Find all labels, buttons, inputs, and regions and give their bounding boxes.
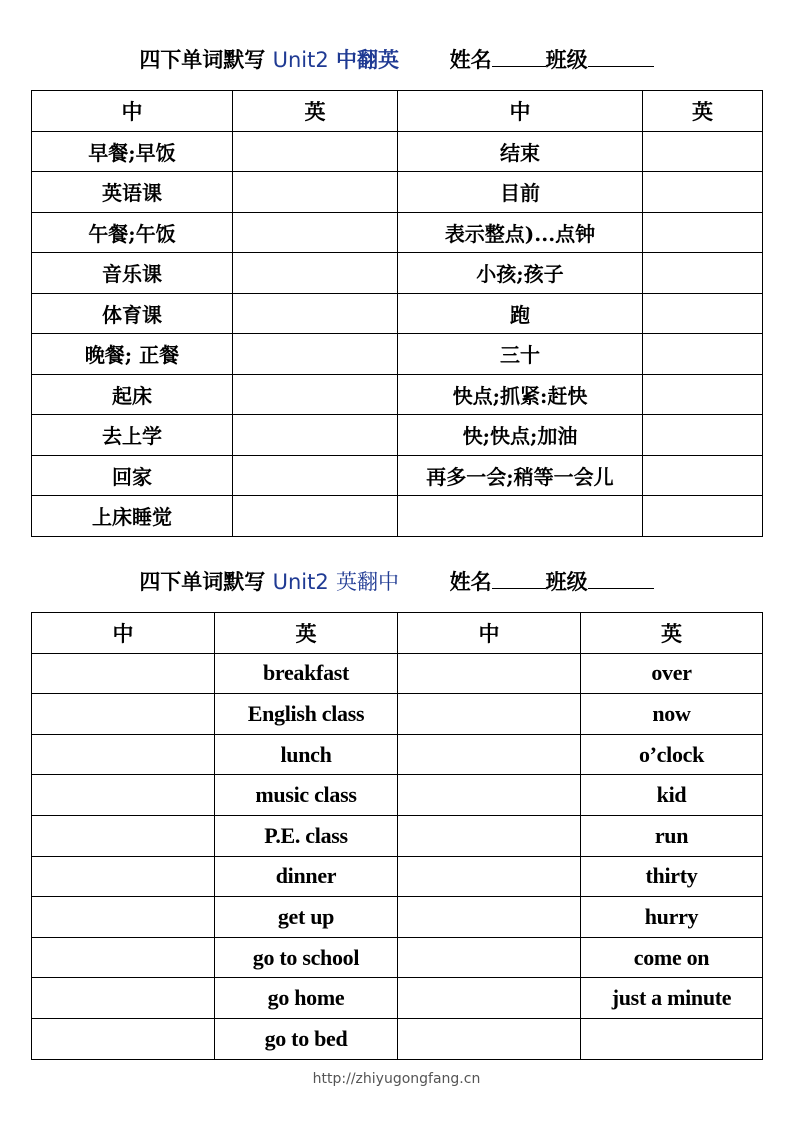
prompt-cell: 三十 [398, 334, 643, 375]
prompt-cell: 小孩;孩子 [398, 253, 643, 294]
prompt-cell: 回家 [32, 455, 233, 496]
answer-cell[interactable] [398, 897, 581, 938]
prompt-cell: music class [215, 775, 398, 816]
table-row [32, 253, 763, 294]
prompt-cell: 快;快点;加油 [398, 415, 643, 456]
answer-cell[interactable] [643, 293, 763, 334]
section1-title-mode: 中翻英 [336, 48, 400, 72]
answer-cell[interactable] [32, 734, 215, 775]
section1-table [31, 90, 763, 537]
answer-cell[interactable] [643, 496, 763, 537]
header-cell: 中 [32, 613, 215, 654]
table-row [32, 815, 763, 856]
section1-name-blank [492, 62, 546, 67]
prompt-cell: 音乐课 [32, 253, 233, 294]
prompt-cell [398, 496, 643, 537]
header-cell: 英 [643, 91, 763, 132]
answer-cell[interactable] [233, 415, 398, 456]
header-cell: 中 [32, 91, 233, 132]
section2-class-label: 班级 [545, 570, 588, 594]
prompt-cell: 上床睡觉 [32, 496, 233, 537]
prompt-cell: dinner [215, 856, 398, 897]
section2-name-label: 姓名 [449, 570, 492, 594]
prompt-cell: 跑 [398, 293, 643, 334]
answer-cell[interactable] [233, 374, 398, 415]
prompt-cell: get up [215, 897, 398, 938]
answer-cell[interactable] [643, 374, 763, 415]
header-cell: 英 [581, 613, 763, 654]
answer-cell[interactable] [233, 455, 398, 496]
table-row [32, 455, 763, 496]
header-cell: 英 [233, 91, 398, 132]
prompt-cell: over [581, 653, 763, 694]
prompt-cell: P.E. class [215, 815, 398, 856]
section1-class-label: 班级 [545, 48, 588, 72]
answer-cell[interactable] [398, 978, 581, 1019]
prompt-cell: 起床 [32, 374, 233, 415]
answer-cell[interactable] [643, 253, 763, 294]
table-row [32, 496, 763, 537]
table-row [32, 172, 763, 213]
prompt-cell: 目前 [398, 172, 643, 213]
answer-cell[interactable] [643, 334, 763, 375]
prompt-cell: 午餐;午饭 [32, 212, 233, 253]
answer-cell[interactable] [233, 172, 398, 213]
prompt-cell: come on [581, 937, 763, 978]
answer-cell[interactable] [32, 815, 215, 856]
prompt-cell: hurry [581, 897, 763, 938]
prompt-cell: lunch [215, 734, 398, 775]
answer-cell[interactable] [32, 937, 215, 978]
section1-class-blank [588, 62, 654, 67]
table-row [32, 775, 763, 816]
prompt-cell: just a minute [581, 978, 763, 1019]
prompt-cell: go to bed [215, 1018, 398, 1059]
section2-name-blank [492, 584, 546, 589]
section2-class-blank [588, 584, 654, 589]
answer-cell[interactable] [32, 856, 215, 897]
answer-cell[interactable] [32, 653, 215, 694]
table-header-row [32, 91, 763, 132]
prompt-cell: 体育课 [32, 293, 233, 334]
section2-table [31, 612, 763, 1060]
prompt-cell: 英语课 [32, 172, 233, 213]
answer-cell[interactable] [32, 897, 215, 938]
prompt-cell: 早餐;早饭 [32, 131, 233, 172]
section2-title [0, 566, 793, 596]
prompt-cell: thirty [581, 856, 763, 897]
prompt-cell: now [581, 694, 763, 735]
header-cell: 中 [398, 91, 643, 132]
answer-cell[interactable] [233, 293, 398, 334]
answer-cell[interactable] [398, 856, 581, 897]
table-row [32, 897, 763, 938]
prompt-cell: go home [215, 978, 398, 1019]
footer-url: http://zhiyugongfang.cn [312, 1071, 481, 1087]
answer-cell[interactable] [32, 694, 215, 735]
answer-cell[interactable] [398, 653, 581, 694]
section2-title-mode: 英翻中 [336, 570, 400, 594]
answer-cell[interactable] [233, 212, 398, 253]
table-row [32, 212, 763, 253]
table-row [32, 415, 763, 456]
prompt-cell: go to school [215, 937, 398, 978]
answer-cell[interactable] [233, 131, 398, 172]
table-row [32, 653, 763, 694]
prompt-cell: breakfast [215, 653, 398, 694]
answer-cell[interactable] [32, 775, 215, 816]
answer-cell[interactable] [643, 455, 763, 496]
table-row [32, 978, 763, 1019]
table-row [32, 1018, 763, 1059]
table-row [32, 374, 763, 415]
section1-title-prefix: 四下单词默写 [139, 48, 266, 72]
section1-name-label: 姓名 [449, 48, 492, 72]
answer-cell[interactable] [398, 694, 581, 735]
answer-cell[interactable] [398, 815, 581, 856]
answer-cell[interactable] [233, 496, 398, 537]
header-cell: 中 [398, 613, 581, 654]
answer-cell[interactable] [643, 131, 763, 172]
table-row [32, 856, 763, 897]
answer-cell[interactable] [233, 334, 398, 375]
prompt-cell: English class [215, 694, 398, 735]
answer-cell[interactable] [398, 937, 581, 978]
section1-title-unit: Unit2 [272, 48, 329, 72]
prompt-cell: run [581, 815, 763, 856]
table-header-row [32, 613, 763, 654]
answer-cell[interactable] [398, 734, 581, 775]
prompt-cell: 晚餐; 正餐 [32, 334, 233, 375]
table-row [32, 734, 763, 775]
answer-cell[interactable] [643, 212, 763, 253]
answer-cell[interactable] [233, 253, 398, 294]
prompt-cell: kid [581, 775, 763, 816]
table-row [32, 334, 763, 375]
table-row [32, 293, 763, 334]
prompt-cell: 快点;抓紧:赶快 [398, 374, 643, 415]
prompt-cell [581, 1018, 763, 1059]
section2-title-prefix: 四下单词默写 [139, 570, 266, 594]
answer-cell[interactable] [32, 1018, 215, 1059]
table-row [32, 937, 763, 978]
answer-cell[interactable] [398, 775, 581, 816]
table-row [32, 131, 763, 172]
prompt-cell: 去上学 [32, 415, 233, 456]
prompt-cell: 结束 [398, 131, 643, 172]
table-row [32, 694, 763, 735]
answer-cell[interactable] [32, 978, 215, 1019]
prompt-cell: 再多一会;稍等一会儿 [398, 455, 643, 496]
section2-title-unit: Unit2 [272, 570, 329, 594]
prompt-cell: 表示整点)...点钟 [398, 212, 643, 253]
answer-cell[interactable] [643, 172, 763, 213]
section1-title [0, 44, 793, 74]
answer-cell[interactable] [398, 1018, 581, 1059]
header-cell: 英 [215, 613, 398, 654]
prompt-cell: o’clock [581, 734, 763, 775]
answer-cell[interactable] [643, 415, 763, 456]
